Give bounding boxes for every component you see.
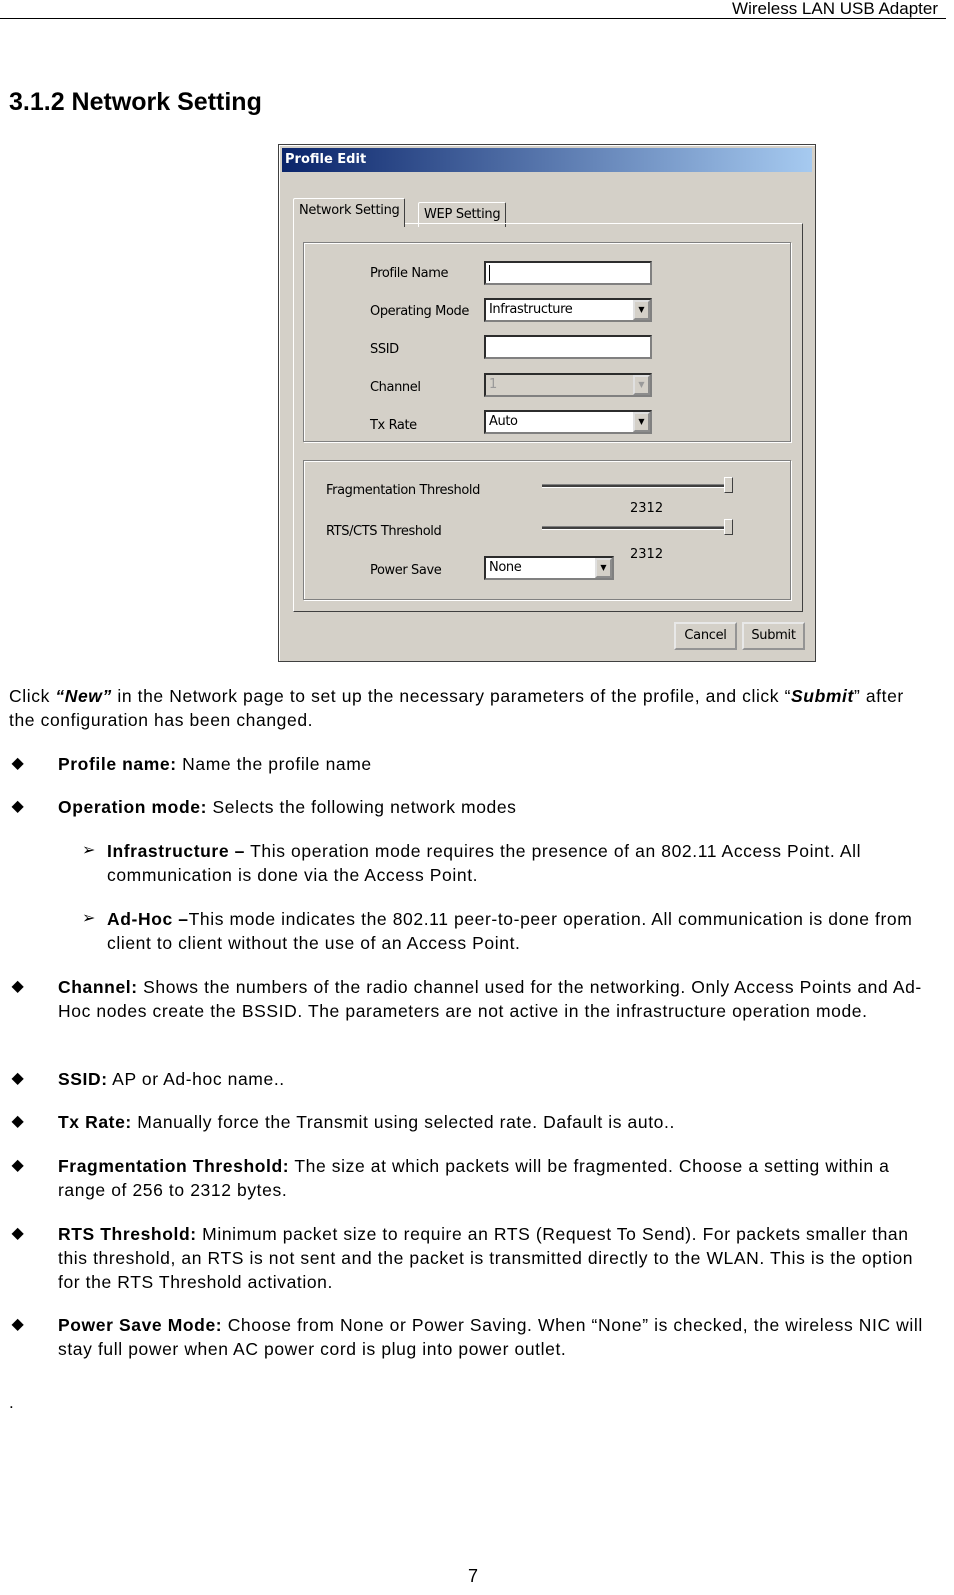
diamond-bullet-icon: ◆ [11,1113,25,1130]
bullet-rts-threshold [9,1222,934,1294]
diamond-bullet-icon: ◆ [11,1225,25,1242]
bullet-term: Operation mode: [58,797,208,817]
dropdown-arrow-icon[interactable]: ▼ [633,300,650,320]
page-number: 7 [467,1566,478,1586]
power-save-value: None [489,560,522,575]
arrow-bullet-icon: ➢ [82,910,97,927]
fragmentation-slider-thumb[interactable] [724,477,733,493]
intro-text: in the Network page to set up the necessary parameters of the profile, and click “ [111,686,792,706]
bullet-term: SSID: [58,1069,108,1089]
bullet-term: Ad-Hoc – [107,909,189,929]
tx-rate-label: Tx Rate [370,418,417,433]
rts-cts-threshold-label: RTS/CTS Threshold [326,524,442,539]
section-title: 3.1.2 Network Setting [9,88,262,116]
bullet-term: RTS Threshold: [58,1224,197,1244]
dropdown-arrow-icon: ▼ [633,375,650,395]
tab-wep-setting[interactable]: WEP Setting [418,202,506,227]
sub-bullet-adhoc [58,907,934,955]
submit-button[interactable]: Submit [742,622,805,650]
bullet-tx-rate [9,1110,934,1134]
profile-groupbox [303,242,791,442]
power-save-select[interactable] [484,556,614,580]
cancel-button[interactable]: Cancel [674,622,737,650]
ssid-input[interactable] [484,335,652,359]
bullet-desc: Choose from None or Power Saving. When “None” is checked, the wireless NIC will stay full power when AC power cord is plug into power outlet. [58,1315,923,1359]
sub-bullet-infrastructure [58,839,934,887]
intro-text: Click [9,686,56,706]
bullet-term: Infrastructure – [107,841,245,861]
bullet-power-save-mode [9,1313,934,1361]
bullet-term: Power Save Mode: [58,1315,223,1335]
tx-rate-select[interactable] [484,410,652,434]
profile-name-label: Profile Name [370,266,449,281]
trailing-period: . [9,1393,14,1412]
bullet-desc: This mode indicates the 802.11 peer-to-peer operation. All communication is done from client to client without the use of an Access Point. [107,909,913,953]
bullet-term: Fragmentation Threshold: [58,1156,290,1176]
diamond-bullet-icon: ◆ [11,1070,25,1087]
bullet-desc: This operation mode requires the presence of an 802.11 Access Point. All communication is done via the Access Point. [107,841,862,885]
submit-keyword: Submit [791,686,854,706]
bullet-desc: Minimum packet size to require an RTS (Request To Send). For packets smaller than this threshold, an RTS is not sent and the packet is transmitted directly to the WLAN. This is the option for the RTS Threshold activation. [58,1224,914,1292]
threshold-groupbox [303,460,791,600]
bullet-term: Tx Rate: [58,1112,132,1132]
ssid-label: SSID [370,342,399,357]
bullet-fragmentation-threshold [9,1154,934,1202]
diamond-bullet-icon: ◆ [11,978,25,995]
fragmentation-threshold-value: 2312 [630,501,664,516]
fragmentation-slider-track[interactable] [542,484,730,488]
tab-panel-network-setting [293,223,803,612]
dropdown-arrow-icon[interactable]: ▼ [595,558,612,578]
bullet-ssid [9,1067,934,1091]
page-header: Wireless LAN USB Adapter [0,0,946,19]
operating-mode-select[interactable] [484,298,652,322]
intro-text: ” after the configuration has been changed. [9,686,904,730]
bullet-desc: Selects the following network modes [207,797,517,817]
dropdown-arrow-icon[interactable]: ▼ [633,412,650,432]
diamond-bullet-icon: ◆ [11,755,25,772]
channel-value: 1 [489,377,497,392]
profile-edit-dialog [278,144,816,662]
channel-label: Channel [370,380,421,395]
new-keyword: “New” [55,686,112,706]
bullet-term: Profile name: [58,754,177,774]
bullet-profile-name [9,752,934,776]
dialog-title-bar: Profile Edit [282,148,812,172]
profile-name-input[interactable] [484,261,652,285]
bullet-desc: Shows the numbers of the radio channel used for the networking. Only Access Points and Ad-Hoc nodes create the BSSID. The parameters are not active in the infrastructure operation mode. [58,977,922,1021]
channel-select [484,373,652,397]
operating-mode-label: Operating Mode [370,304,469,319]
rts-cts-slider-thumb[interactable] [724,519,733,535]
diamond-bullet-icon: ◆ [11,798,25,815]
bullet-desc: Manually force the Transmit using selected rate. Dafault is auto.. [131,1112,675,1132]
bullet-desc: AP or Ad-hoc name.. [107,1069,285,1089]
tab-network-setting[interactable]: Network Setting [293,198,405,227]
fragmentation-threshold-label: Fragmentation Threshold [326,483,480,498]
tx-rate-value: Auto [489,414,518,429]
rts-cts-threshold-value: 2312 [630,547,664,562]
diamond-bullet-icon: ◆ [11,1316,25,1333]
power-save-label: Power Save [370,563,442,578]
rts-cts-slider-track[interactable] [542,526,730,530]
operating-mode-value: Infrastructure [489,302,573,317]
bullet-operation-mode [9,795,934,819]
bullet-term: Channel: [58,977,138,997]
intro-paragraph [9,684,934,732]
arrow-bullet-icon: ➢ [82,842,97,859]
text-caret [489,265,490,281]
diamond-bullet-icon: ◆ [11,1157,25,1174]
bullet-channel [9,975,934,1047]
bullet-desc: Name the profile name [176,754,372,774]
bullet-desc: The size at which packets will be fragmented. Choose a setting within a range of 256 to 2312 bytes. [58,1156,890,1200]
